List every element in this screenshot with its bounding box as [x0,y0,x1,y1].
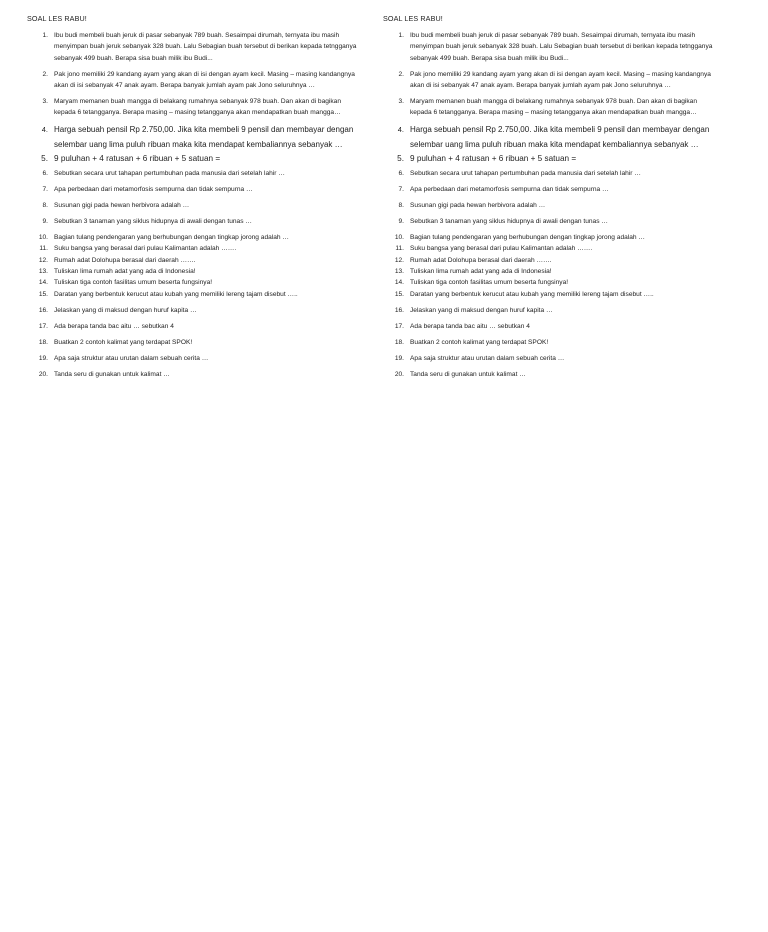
right-column [383,14,719,380]
question-list [383,30,719,380]
question-item: 6. Sebutkan secara urut tahapan pertumbuhan pada manusia dari setelah lahir … [42,169,285,177]
question-item: 4. Harga sebuah pensil Rp 2.750,00. Jika kita membeli 9 pensil dan membayar dengan selembar uang lima puluh ribuan maka kita mendapat kembaliannya sebanyak … [41,125,354,150]
question-item: 18. Buatkan 2 contoh kalimat yang terdapat SPOK! [38,338,193,346]
question-item: 9. Sebutkan 3 tanaman yang siklus hidupnya di awali dengan tunas … [398,217,608,225]
question-item: 6. Sebutkan secara urut tahapan pertumbuhan pada manusia dari setelah lahir … [398,169,641,177]
question-item: 19. Apa saja struktur atau urutan dalam sebuah cerita … [38,354,209,362]
question-item: 1. Ibu budi membeli buah jeruk di pasar sebanyak 789 buah. Sesaimpai dirumah, ternyata ibu masih menyimpan buah jeruk sebanyak 328 buah. Lalu Sebagian buah tersebut di berikan kepada tetngganya sebanyak 499 buah. Berapa sisa buah milik ibu Budi... [42,32,357,62]
question-item: 18. Buatkan 2 contoh kalimat yang terdapat SPOK! [394,338,549,346]
question-item: 16. Jelaskan yang di maksud dengan huruf kapita … [394,306,553,314]
question-item: 4. Harga sebuah pensil Rp 2.750,00. Jika kita membeli 9 pensil dan membayar dengan selembar uang lima puluh ribuan maka kita mendapat kembaliannya sebanyak … [397,125,710,150]
question-item: 1. Ibu budi membeli buah jeruk di pasar sebanyak 789 buah. Sesaimpai dirumah, ternyata ibu masih menyimpan buah jeruk sebanyak 328 buah. Lalu Sebagian buah tersebut di berikan kepada tetngganya sebanyak 499 buah. Berapa sisa buah milik ibu Budi... [398,32,713,62]
question-item: 7. Apa perbedaan dari metamorfosis sempurna dan tidak sempurna … [42,185,253,193]
question-item: 15. Daratan yang berbentuk kerucut atau kubah yang memiliki lereng tajam disebut ….. [38,290,298,298]
question-item: 14. Tuliskan tiga contoh fasilitas umum beserta fungsinya! [38,279,213,287]
question-item: 15. Daratan yang berbentuk kerucut atau kubah yang memiliki lereng tajam disebut ….. [394,290,654,298]
question-item: 10. Bagian tulang pendengaran yang berhubungan dengan tingkap jorong adalah … [394,234,646,242]
question-item: 5. 9 puluhan + 4 ratusan + 6 ribuan + 5 satuan = [397,153,577,163]
question-item: 2. Pak jono memiliki 29 kandang ayam yang akan di isi dengan ayam kecil. Masing – masing kandangnya akan di isi sebanyak 47 anak ayam. Berapa banyak jumlah ayam pak Jono seluruhnya … [398,70,711,89]
question-item: 8. Susunan gigi pada hewan herbivora adalah … [42,201,190,209]
question-item: 19. Apa saja struktur atau urutan dalam sebuah cerita … [394,354,565,362]
question-item: 3. Maryam memanen buah mangga di belakang rumahnya sebanyak 978 buah. Dan akan di bagikan kepada 6 tetangganya. Berapa masing – masing tetangganya akan mendapatkan buah mangga… [42,98,342,117]
page-title: SOAL LES RABU! [27,14,87,23]
question-item: 2. Pak jono memiliki 29 kandang ayam yang akan di isi dengan ayam kecil. Masing – masing kandangnya akan di isi sebanyak 47 anak ayam. Berapa banyak jumlah ayam pak Jono seluruhnya … [42,70,355,89]
question-item: 16. Jelaskan yang di maksud dengan huruf kapita … [38,306,197,314]
question-item: 7. Apa perbedaan dari metamorfosis sempurna dan tidak sempurna … [398,185,609,193]
question-item: 13. Tuliskan lima rumah adat yang ada di Indonesia! [38,267,196,275]
question-item: 12. Rumah adat Dolohupa berasal dari daerah ……. [38,256,196,264]
question-item: 17. Ada berapa tanda bac aitu … sebutkan 4 [394,322,530,330]
question-item: 11. Suku bangsa yang berasal dari pulau Kalimantan adalah ……. [39,245,237,253]
question-item: 11. Suku bangsa yang berasal dari pulau Kalimantan adalah ……. [395,245,593,253]
question-item: 12. Rumah adat Dolohupa berasal dari daerah ……. [394,256,552,264]
left-column [27,14,363,380]
question-item: 13. Tuliskan lima rumah adat yang ada di Indonesia! [394,267,552,275]
question-list [27,30,363,380]
question-item: 8. Susunan gigi pada hewan herbivora adalah … [398,201,546,209]
question-item: 20. Tanda seru di gunakan untuk kalimat … [394,370,526,378]
question-item: 20. Tanda seru di gunakan untuk kalimat … [38,370,170,378]
question-item: 9. Sebutkan 3 tanaman yang siklus hidupnya di awali dengan tunas … [42,217,252,225]
question-item: 14. Tuliskan tiga contoh fasilitas umum beserta fungsinya! [394,279,569,287]
question-item: 3. Maryam memanen buah mangga di belakang rumahnya sebanyak 978 buah. Dan akan di bagikan kepada 6 tetangganya. Berapa masing – masing tetangganya akan mendapatkan buah mangga… [398,98,698,117]
page-title: SOAL LES RABU! [383,14,443,23]
question-item: 10. Bagian tulang pendengaran yang berhubungan dengan tingkap jorong adalah … [38,234,290,242]
question-item: 5. 9 puluhan + 4 ratusan + 6 ribuan + 5 satuan = [41,153,221,163]
question-item: 17. Ada berapa tanda bac aitu … sebutkan 4 [38,322,174,330]
